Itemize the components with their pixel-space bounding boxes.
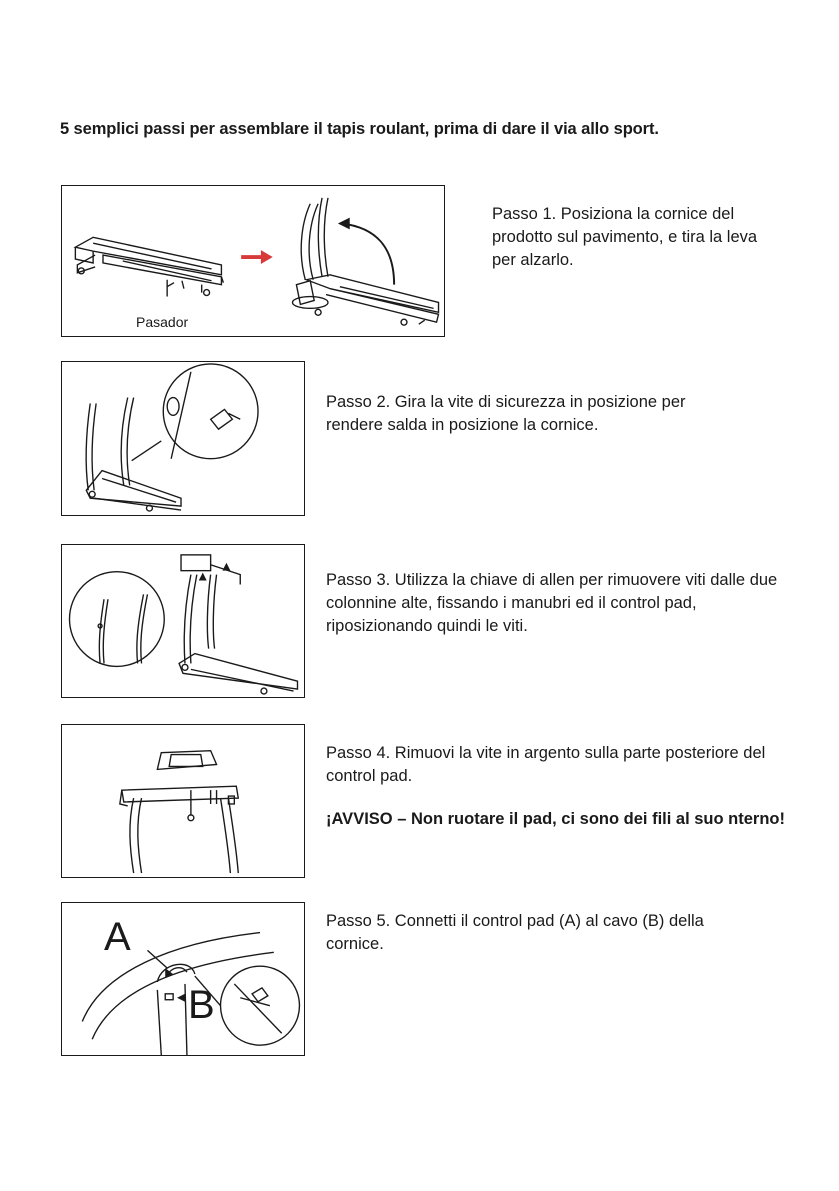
treadmill-folded-illustration: [62, 186, 444, 336]
step3-text: Passo 3. Utilizza la chiave di allen per rimuovere viti dalle due colonnine alte, fissando i manubri ed il control pad, riposizionando quindi le viti.: [326, 571, 778, 635]
step4-text: [326, 742, 786, 831]
step2-figure: [61, 361, 305, 516]
step5-text: Passo 5. Connetti il control pad (A) al cavo (B) della cornice.: [326, 912, 704, 953]
step4-instruction: Passo 4. Rimuovi la vite in argento sulla parte posteriore del control pad.: [326, 744, 766, 785]
pasador-label: Pasador: [136, 314, 189, 330]
step5-figure: [61, 902, 305, 1056]
step4-figure: [61, 724, 305, 878]
label-b: B: [188, 983, 215, 1027]
handlebar-mounting-illustration: [62, 545, 304, 697]
red-arrow-icon: [241, 250, 273, 264]
lift-arrow-icon: [342, 224, 394, 285]
safety-screw-illustration: [62, 362, 304, 515]
control-pad-screw-illustration: [62, 725, 304, 877]
cable-connection-illustration: [62, 903, 304, 1055]
step1-figure: [61, 185, 445, 337]
step4-warning: ¡AVVISO – Non ruotare il pad, ci sono dei fili al suo nterno!: [326, 810, 785, 828]
label-a: A: [104, 915, 131, 959]
page-heading: 5 semplici passi per assemblare il tapis roulant, prima di dare il via allo sport.: [60, 120, 659, 138]
step2-text: Passo 2. Gira la vite di sicurezza in posizione per rendere salda in posizione la cornice.: [326, 393, 686, 434]
step3-figure: [61, 544, 305, 698]
step1-text: Passo 1. Posiziona la cornice del prodotto sul pavimento, e tira la leva per alzarlo.: [492, 205, 758, 269]
